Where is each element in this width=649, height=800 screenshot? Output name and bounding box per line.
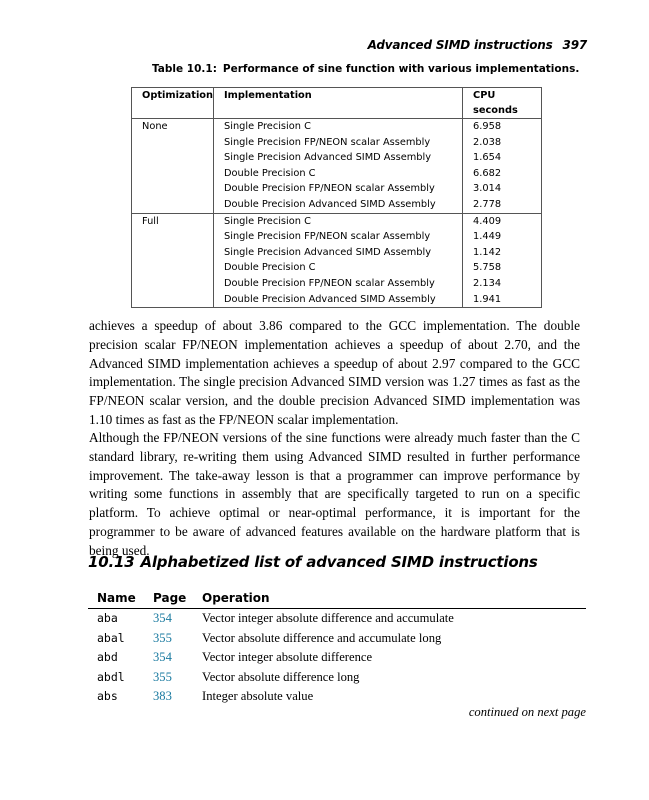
optimization-cell: None: [132, 119, 214, 214]
cpu-cell: 6.682: [473, 167, 502, 179]
cpu-cell: 1.449: [473, 231, 502, 243]
optimization-cell: Full: [132, 213, 214, 308]
cpu-cell: 1.941: [473, 293, 502, 305]
column-header-operation: Operation: [193, 589, 586, 609]
column-header-implementation: Implementation: [214, 88, 463, 119]
column-header-optimization: Optimization: [132, 88, 214, 119]
section-number: 10.13: [88, 553, 135, 571]
running-header-title: Advanced SIMD instructions: [367, 38, 553, 52]
running-header: [368, 38, 587, 52]
instruction-operation: Vector absolute difference long: [202, 669, 360, 684]
instruction-operation: Integer absolute value: [202, 689, 314, 703]
implementation-cell: Double Precision Advanced SIMD Assembly: [214, 197, 463, 213]
table-row: [88, 609, 586, 629]
table-caption: [152, 63, 579, 75]
implementation-cell: Single Precision FP/NEON scalar Assembly: [214, 229, 463, 245]
table-caption-label: Table 10.1:: [152, 63, 217, 75]
section-heading: [88, 553, 538, 571]
instruction-name: abd: [97, 650, 118, 664]
cpu-cell: 2.038: [473, 136, 502, 148]
instruction-operation: Vector integer absolute difference and accumulate: [202, 611, 454, 625]
group-none: [132, 119, 542, 214]
instruction-name: aba: [97, 611, 118, 625]
cpu-cell: 3.014: [473, 183, 502, 195]
page-link[interactable]: 355: [153, 669, 172, 684]
implementation-cell: Single Precision FP/NEON scalar Assembly: [214, 135, 463, 151]
cpu-cell: 2.134: [473, 277, 502, 289]
page-link[interactable]: 354: [153, 650, 172, 664]
implementation-cell: Double Precision C: [214, 260, 463, 276]
instruction-operation: Vector absolute difference and accumulate long: [202, 630, 442, 645]
page-link[interactable]: 354: [153, 611, 172, 625]
body-paragraph: Although the FP/NEON versions of the sine functions were already much faster than the C standard library, re-writing them using Advanced SIMD resulted in further performance improvement. The take-away lesson is that a programmer can improve performance by writing some functions in assembly that are specifically targeted to run on a specific platform. To achieve optimal or near-optimal performance, it is important for the programmer to be aware of advanced features available on the hardware platform that is being used.: [89, 430, 580, 558]
performance-table-header: [132, 88, 542, 119]
column-header-name: Name: [88, 589, 144, 609]
implementation-cell: Double Precision FP/NEON scalar Assembly: [214, 181, 463, 197]
column-header-cpu-seconds: CPU seconds: [463, 88, 542, 119]
implementation-cell: Double Precision Advanced SIMD Assembly: [214, 292, 463, 308]
cpu-cell: 4.409: [463, 213, 542, 229]
cpu-cell: 5.758: [473, 262, 502, 274]
page-number: 397: [562, 38, 587, 52]
page-link[interactable]: 355: [153, 630, 172, 645]
implementation-cell: Double Precision C: [214, 166, 463, 182]
column-header-page: Page: [144, 589, 193, 609]
instruction-table: [88, 589, 586, 707]
table-row: [132, 213, 542, 229]
table-row: [88, 668, 586, 688]
table-caption-text: Performance of sine function with various implementations.: [222, 63, 580, 75]
instruction-operation: Vector integer absolute difference: [202, 650, 373, 664]
group-full: [132, 213, 542, 308]
implementation-cell: Single Precision Advanced SIMD Assembly: [214, 245, 463, 261]
table-row: [88, 629, 586, 649]
instruction-name: abal: [97, 630, 125, 645]
cpu-cell: 1.142: [473, 246, 502, 258]
implementation-cell: Single Precision C: [214, 119, 463, 135]
continued-note: continued on next page: [468, 705, 586, 719]
cpu-cell: 6.958: [473, 121, 502, 132]
body-paragraph: achieves a speedup of about 3.86 compared to the GCC implementation. The double precision scalar FP/NEON implementation achieves a speedup of about 2.70, and the Advanced SIMD implementation achieves a speedup of about 2.97 compared to the GCC implementation. The single precision Advanced SIMD version was 1.27 times as fast as the FP/NEON scalar version, and the double precision Advanced SIMD implementation was 1.10 times as fast as the FP/NEON scalar implementation.: [89, 318, 580, 427]
table-row: [132, 119, 542, 135]
page-link[interactable]: 383: [153, 689, 172, 703]
section-title: Alphabetized list of advanced SIMD instructions: [140, 553, 538, 571]
implementation-cell: Single Precision Advanced SIMD Assembly: [214, 150, 463, 166]
instruction-name: abs: [97, 689, 118, 703]
implementation-cell: Single Precision C: [214, 213, 463, 229]
implementation-cell: Double Precision FP/NEON scalar Assembly: [214, 276, 463, 292]
cpu-cell: 1.654: [473, 152, 502, 164]
table-row: [88, 648, 586, 668]
instruction-table-header: [88, 589, 586, 609]
instruction-name: abdl: [97, 669, 125, 684]
performance-table: [131, 87, 542, 308]
table-row: [88, 687, 586, 707]
cpu-cell: 2.778: [473, 198, 502, 210]
